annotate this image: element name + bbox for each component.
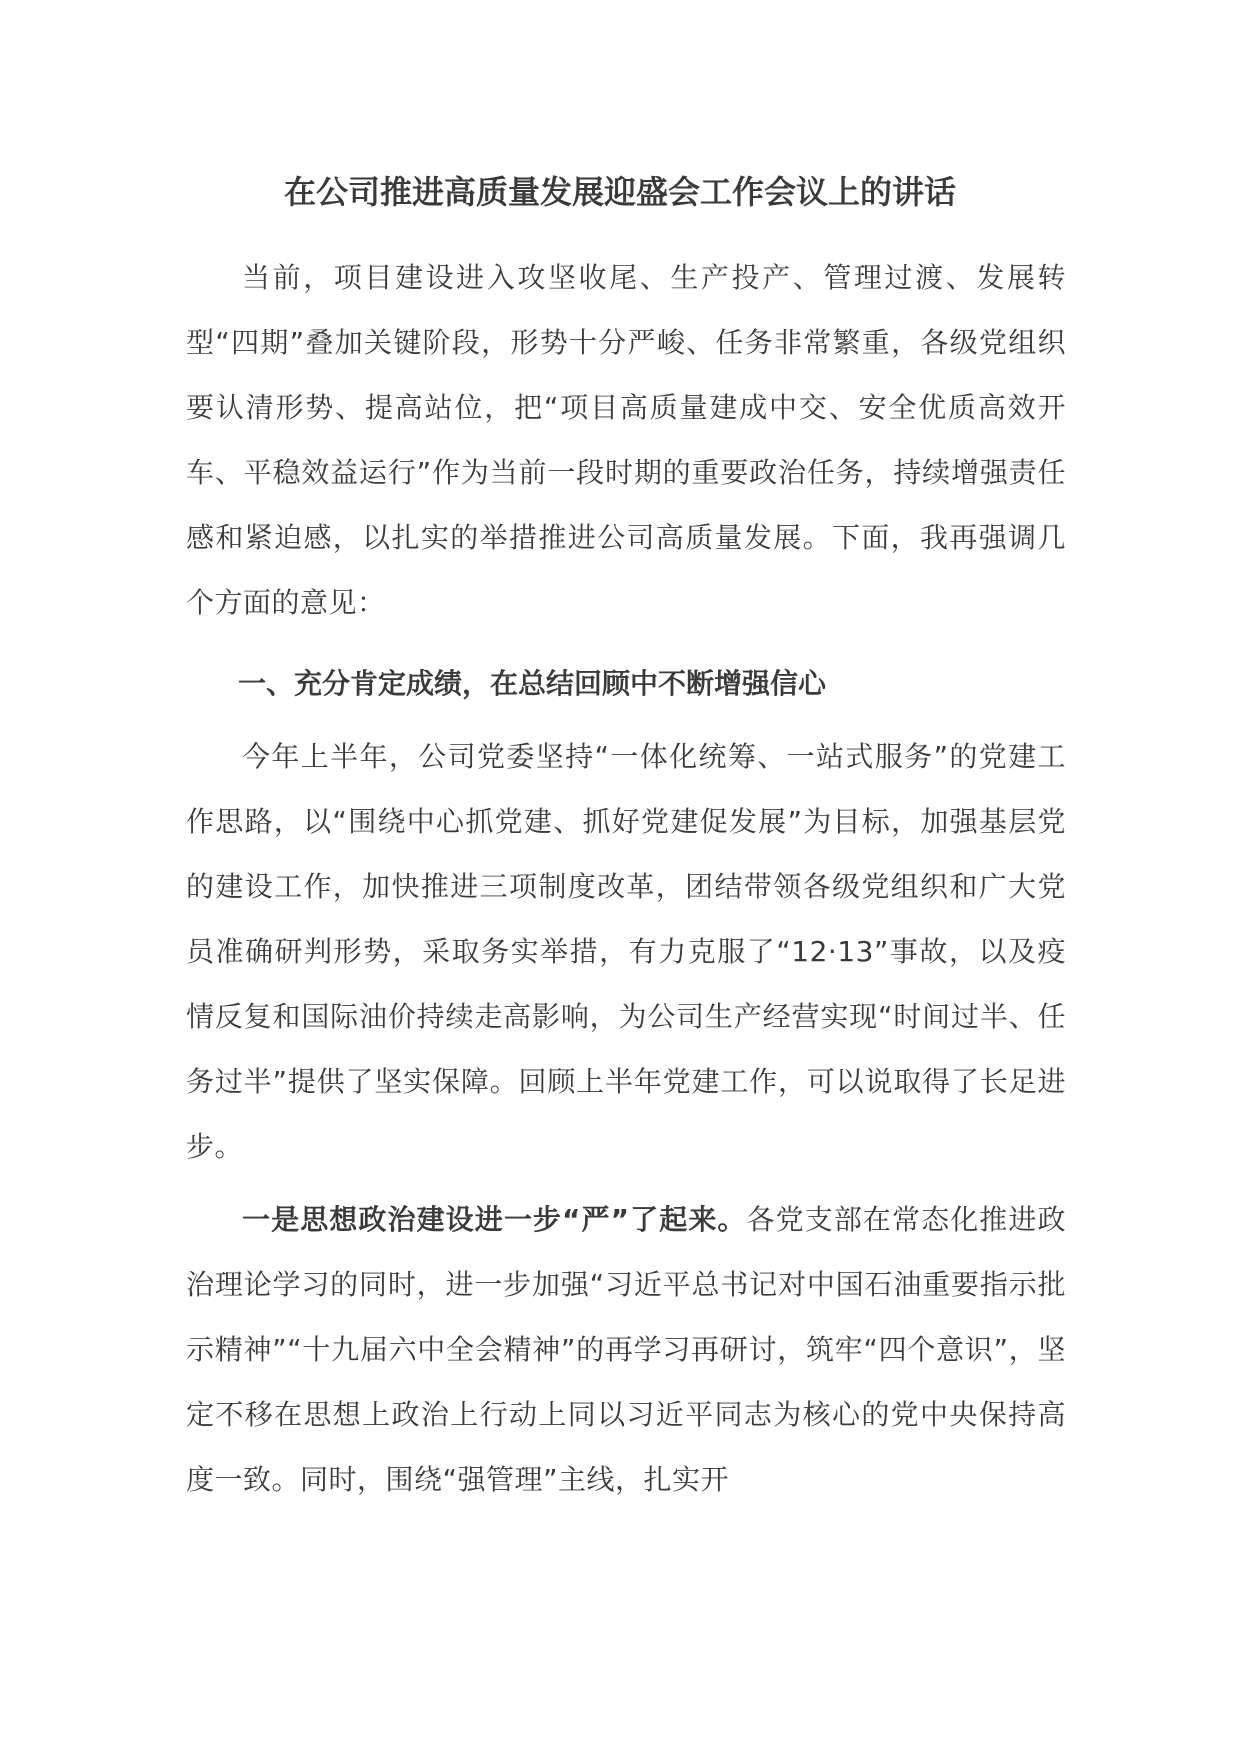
paragraph-lead-text: 一是思想政治建设进一步“严”了起来。 <box>242 1203 747 1236</box>
document-title: 在公司推进高质量发展迎盛会工作会议上的讲话 <box>283 173 956 211</box>
section-heading: 一、充分肯定成绩，在总结回顾中不断增强信心 <box>238 667 827 700</box>
document-body <box>186 245 1066 1512</box>
body-paragraph-with-lead <box>186 1187 1066 1512</box>
paragraph-body-text: 各党支部在常态化推进政治理论学习的同时，进一步加强“习近平总书记对中国石油重要指示批示精神”“十九届六中全会精神”的再学习再研讨，筑牢“四个意识”，坚定不移在思想上政治上行动上同以习近平同志为核心的党中央保持高度一致。同时，围绕“强管理”主线，扎实开 <box>186 1203 1066 1496</box>
intro-paragraph: 当前，项目建设进入攻坚收尾、生产投产、管理过渡、发展转型“四期”叠加关键阶段，形势十分严峻、任务非常繁重，各级党组织要认清形势、提高站位，把“项目高质量建成中交、安全优质高效开车、平稳效益运行”作为当前一段时期的重要政治任务，持续增强责任感和紧迫感，以扎实的举措推进公司高质量发展。下面，我再强调几个方面的意见： <box>186 261 1066 619</box>
body-paragraph: 今年上半年，公司党委坚持“一体化统筹、一站式服务”的党建工作思路，以“围绕中心抓党建、抓好党建促发展”为目标，加强基层党的建设工作，加快推进三项制度改革，团结带领各级党组织和广大党员准确研判形势，采取务实举措，有力克服了“12·13”事故，以及疫情反复和国际油价持续走高影响，为公司生产经营实现“时间过半、任务过半”提供了坚实保障。回顾上半年党建工作，可以说取得了长足进步。 <box>186 740 1066 1163</box>
